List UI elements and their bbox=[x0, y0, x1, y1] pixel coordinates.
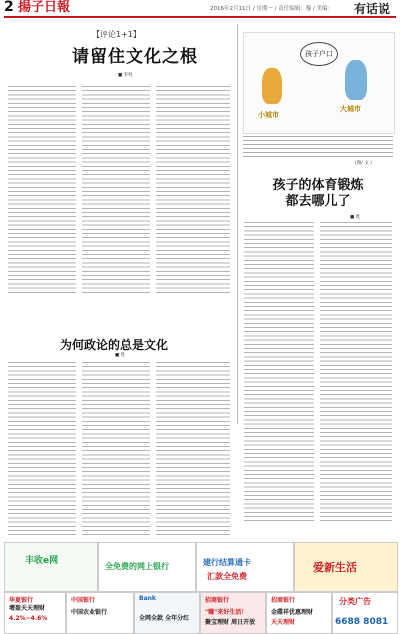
ad-cmb2-line2: 天天理财 bbox=[271, 619, 296, 626]
article-byline: ■ 李姓 bbox=[118, 73, 133, 78]
cartoon-speech-bubble: 孩子户口 bbox=[300, 42, 338, 66]
article2-body-col1 bbox=[8, 362, 76, 538]
issue-info: 2016年2月11日 / 星期一 / 责任编辑：穆 / 美编： bbox=[210, 6, 334, 12]
cartoon-label-small-city: 小城市 bbox=[258, 111, 279, 119]
ad-online-bank-title: 全免费的网上银行 bbox=[105, 562, 169, 571]
ad-boc-name: 中国银行 bbox=[71, 597, 96, 604]
ad-ccb-title2: 汇款全免费 bbox=[207, 572, 247, 581]
ad-ccb-title1: 建行结算通卡 bbox=[203, 558, 251, 567]
ad-bank[interactable] bbox=[134, 592, 200, 634]
ad-cmb1-line2: 聚宝理财 周日开放 bbox=[205, 619, 256, 626]
article3-body-col2 bbox=[320, 222, 392, 522]
page-number: 2 bbox=[4, 0, 14, 15]
article-byline-2: ■ 姓 bbox=[115, 353, 126, 358]
article-byline-3: ■ 姓 bbox=[350, 215, 361, 220]
ad-cmb2-line1: 金碟祥优惠理财 bbox=[271, 609, 314, 616]
article-body-col2 bbox=[82, 86, 150, 296]
ad-new-life[interactable] bbox=[294, 542, 398, 592]
ad-new-life-title: 爱新生活 bbox=[313, 561, 357, 574]
title-line-2: 都去哪儿了 bbox=[285, 194, 351, 209]
column-tag: 【评论1+1】 bbox=[92, 30, 141, 39]
cartoon-label-big-city: 大城市 bbox=[340, 105, 361, 113]
article2-body-col2 bbox=[82, 362, 150, 538]
article-body-col3 bbox=[156, 86, 230, 296]
ad-bank-name: Bank bbox=[139, 595, 156, 602]
masthead-logo: 揚子日報 bbox=[18, 0, 71, 15]
article-title-sports bbox=[243, 178, 393, 210]
title-line-1: 孩子的体育锻炼 bbox=[272, 178, 364, 193]
ad-fengshou[interactable] bbox=[4, 542, 98, 592]
article2-body-col3 bbox=[156, 362, 230, 538]
cartoon-credit: (图/ 文 ) bbox=[355, 161, 372, 166]
article-body-col1 bbox=[8, 86, 76, 296]
article-title-politics-culture: 为何政论的总是文化 bbox=[60, 338, 169, 352]
ad-online-bank[interactable] bbox=[98, 542, 196, 592]
ad-huaxia-bank[interactable] bbox=[4, 592, 66, 634]
ad-huaxia-line1: 增盈天天理财 bbox=[9, 605, 46, 612]
ad-cmb1-line1: "赚"来好生活！ bbox=[205, 609, 248, 616]
section-title: 有话说 bbox=[353, 2, 390, 16]
ad-huaxia-name: 华夏银行 bbox=[9, 597, 34, 604]
ad-classified-title: 分类广告 bbox=[339, 597, 371, 606]
article-title-culture-root: 请留住文化之根 bbox=[72, 47, 198, 67]
ad-bank-line1: 全网全款 全年分红 bbox=[139, 615, 190, 622]
ad-ccb[interactable] bbox=[196, 542, 294, 592]
ad-cmb-1[interactable] bbox=[200, 592, 266, 634]
ad-huaxia-line3: 4.2%~4.6% bbox=[9, 615, 48, 622]
ad-fengshou-name: 丰收e网 bbox=[25, 556, 59, 566]
ad-classified-phone: 6688 8081 bbox=[335, 617, 389, 627]
header-rule bbox=[4, 16, 396, 18]
ad-boc[interactable] bbox=[66, 592, 134, 634]
cartoon-person-left bbox=[262, 68, 282, 104]
ad-classified[interactable] bbox=[332, 592, 398, 634]
ad-cmb1-name: 招商银行 bbox=[205, 597, 230, 604]
ad-cmb2-name: 招商银行 bbox=[271, 597, 296, 604]
article3-body-col1 bbox=[244, 222, 314, 522]
column-divider bbox=[237, 24, 238, 424]
ad-cmb-2[interactable] bbox=[266, 592, 332, 634]
cartoon-person-right bbox=[345, 60, 367, 100]
cartoon-caption bbox=[243, 136, 393, 158]
ad-boc-line1: 中国农业银行 bbox=[71, 609, 108, 616]
